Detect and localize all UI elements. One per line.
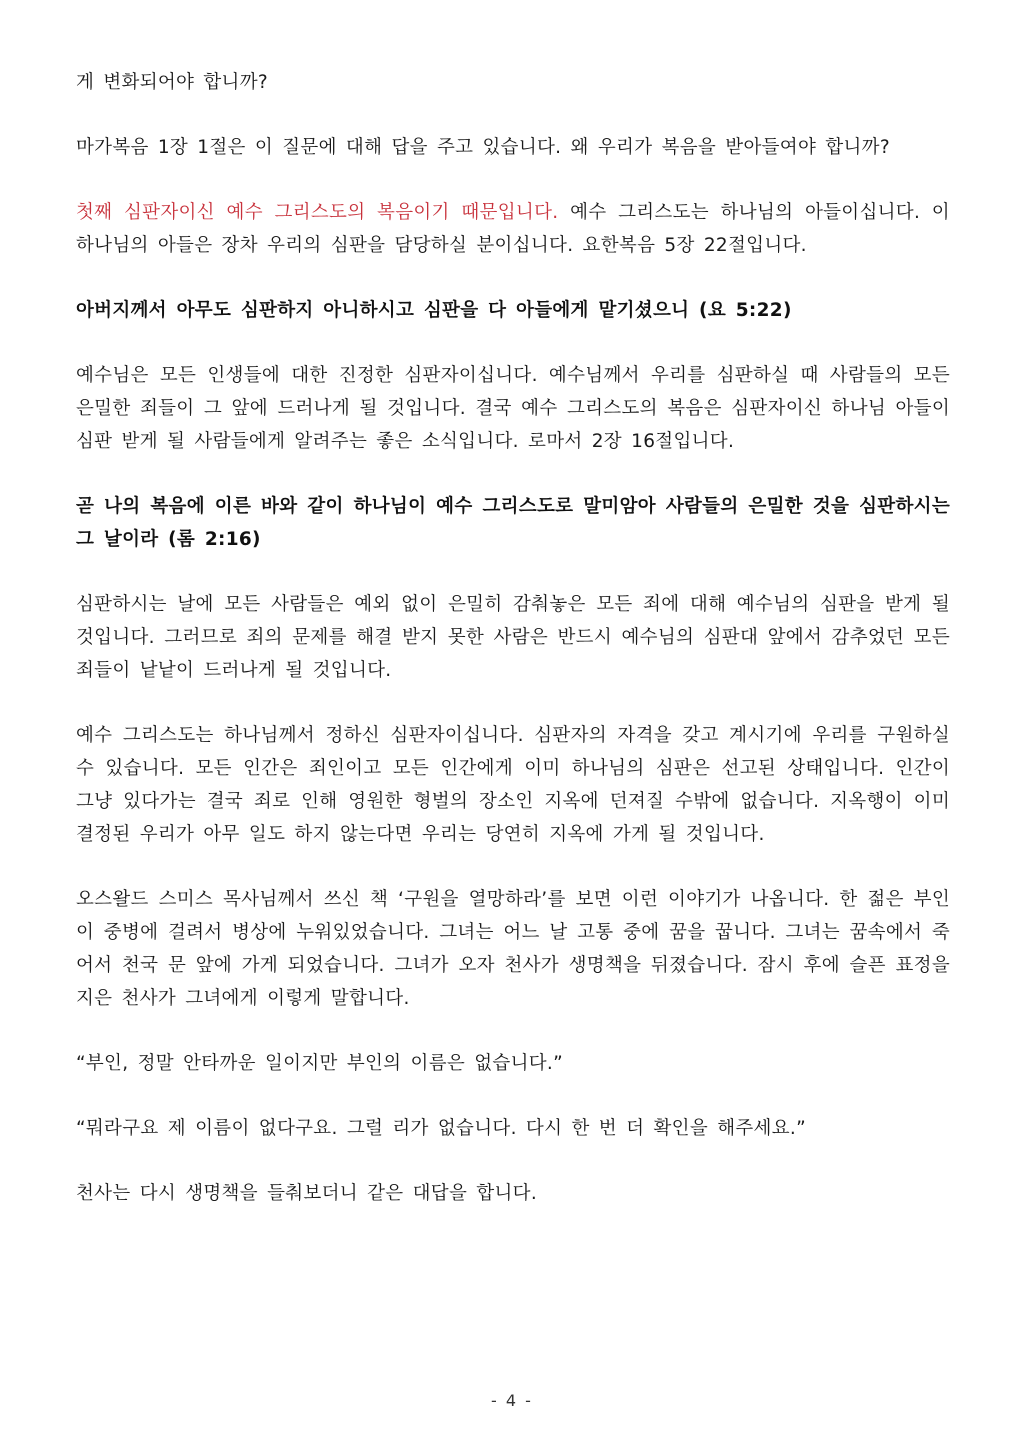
scripture-quote-john-5-22: 아버지께서 아무도 심판하지 아니하시고 심판을 다 아들에게 맡기셨으니 (요 5:22): [76, 300, 792, 321]
paragraph-judgment-day: 심판하시는 날에 모든 사람들은 예외 없이 은밀히 감춰놓은 모든 죄에 대해 예수님의 심판을 받게 될 것입니다. 그러므로 죄의 문제를 해결 받지 못한 사람은 반드시 예수님의 심판대 앞에서 감추었던 모든 죄들이 낱낱이 드러나게 될 것입니다.: [76, 594, 950, 681]
quote-angel-reply: “부인, 정말 안타까운 일이지만 부인의 이름은 없습니다.”: [76, 1053, 563, 1074]
page-number: - 4 -: [491, 1391, 533, 1410]
paragraph-oswald-smith-story: 오스왈드 스미스 목사님께서 쓰신 책 ‘구원을 열망하라’를 보면 이런 이야기가 나옵니다. 한 젊은 부인이 중병에 걸려서 병상에 누워있었습니다. 그녀는 어느 날 고통 중에 꿈을 꿉니다. 그녀는 꿈속에서 죽어서 천국 문 앞에 가게 되었습니다. 그녀가 오자 천사가 생명책을 뒤졌습니다. 잠시 후에 슬픈 표정을 지은 천사가 그녀에게 이렇게 말합니다.: [76, 889, 950, 1009]
quote-woman-reply: “뭐라구요 제 이름이 없다구요. 그럴 리가 없습니다. 다시 한 번 더 확인을 해주세요.”: [76, 1118, 806, 1139]
paragraph-angel-again: 천사는 다시 생명책을 들춰보더니 같은 대답을 합니다.: [76, 1183, 538, 1204]
paragraph-appointed-judge: 예수 그리스도는 하나님께서 정하신 심판자이십니다. 심판자의 자격을 갖고 계시기에 우리를 구원하실 수 있습니다. 모든 인간은 죄인이고 모든 인간에게 이미 하나님의 심판은 선고된 상태입니다. 인간이 그냥 있다가는 결국 죄로 인해 영원한 형벌의 장소인 지옥에 던져질 수밖에 없습니다. 지옥행이 이미 결정된 우리가 아무 일도 하지 않는다면 우리는 당연히 지옥에 가게 될 것입니다.: [76, 725, 950, 845]
paragraph-first-reason: [76, 196, 950, 262]
highlighted-heading-text: 첫째 심판자이신 예수 그리스도의 복음이기 때문입니다.: [76, 202, 559, 223]
scripture-quote-romans-2-16: 곧 나의 복음에 이른 바와 같이 하나님이 예수 그리스도로 말미암아 사람들의 은밀한 것을 심판하시는 그 날이라 (롬 2:16): [76, 496, 950, 550]
paragraph-mark-1-1: 마가복음 1장 1절은 이 질문에 대해 답을 주고 있습니다. 왜 우리가 복음을 받아들여야 합니까?: [76, 137, 890, 158]
paragraph-continuation: 게 변화되어야 합니까?: [76, 72, 269, 93]
paragraph-jesus-judge: 예수님은 모든 인생들에 대한 진정한 심판자이십니다. 예수님께서 우리를 심판하실 때 사람들의 모든 은밀한 죄들이 그 앞에 드러나게 될 것입니다. 결국 예수 그리스도의 복음은 심판자이신 하나님 아들이 심판 받게 될 사람들에게 알려주는 좋은 소식입니다. 로마서 2장 16절입니다.: [76, 365, 950, 452]
paragraph-first-reason-body: 예수 그리스도는 하나님의 아들이십니다. 이 하나님의 아들은 장차 우리의 심판을 담당하실 분이십니다. 요한복음 5장 22절입니다.: [76, 202, 950, 256]
document-body: [76, 66, 950, 1242]
